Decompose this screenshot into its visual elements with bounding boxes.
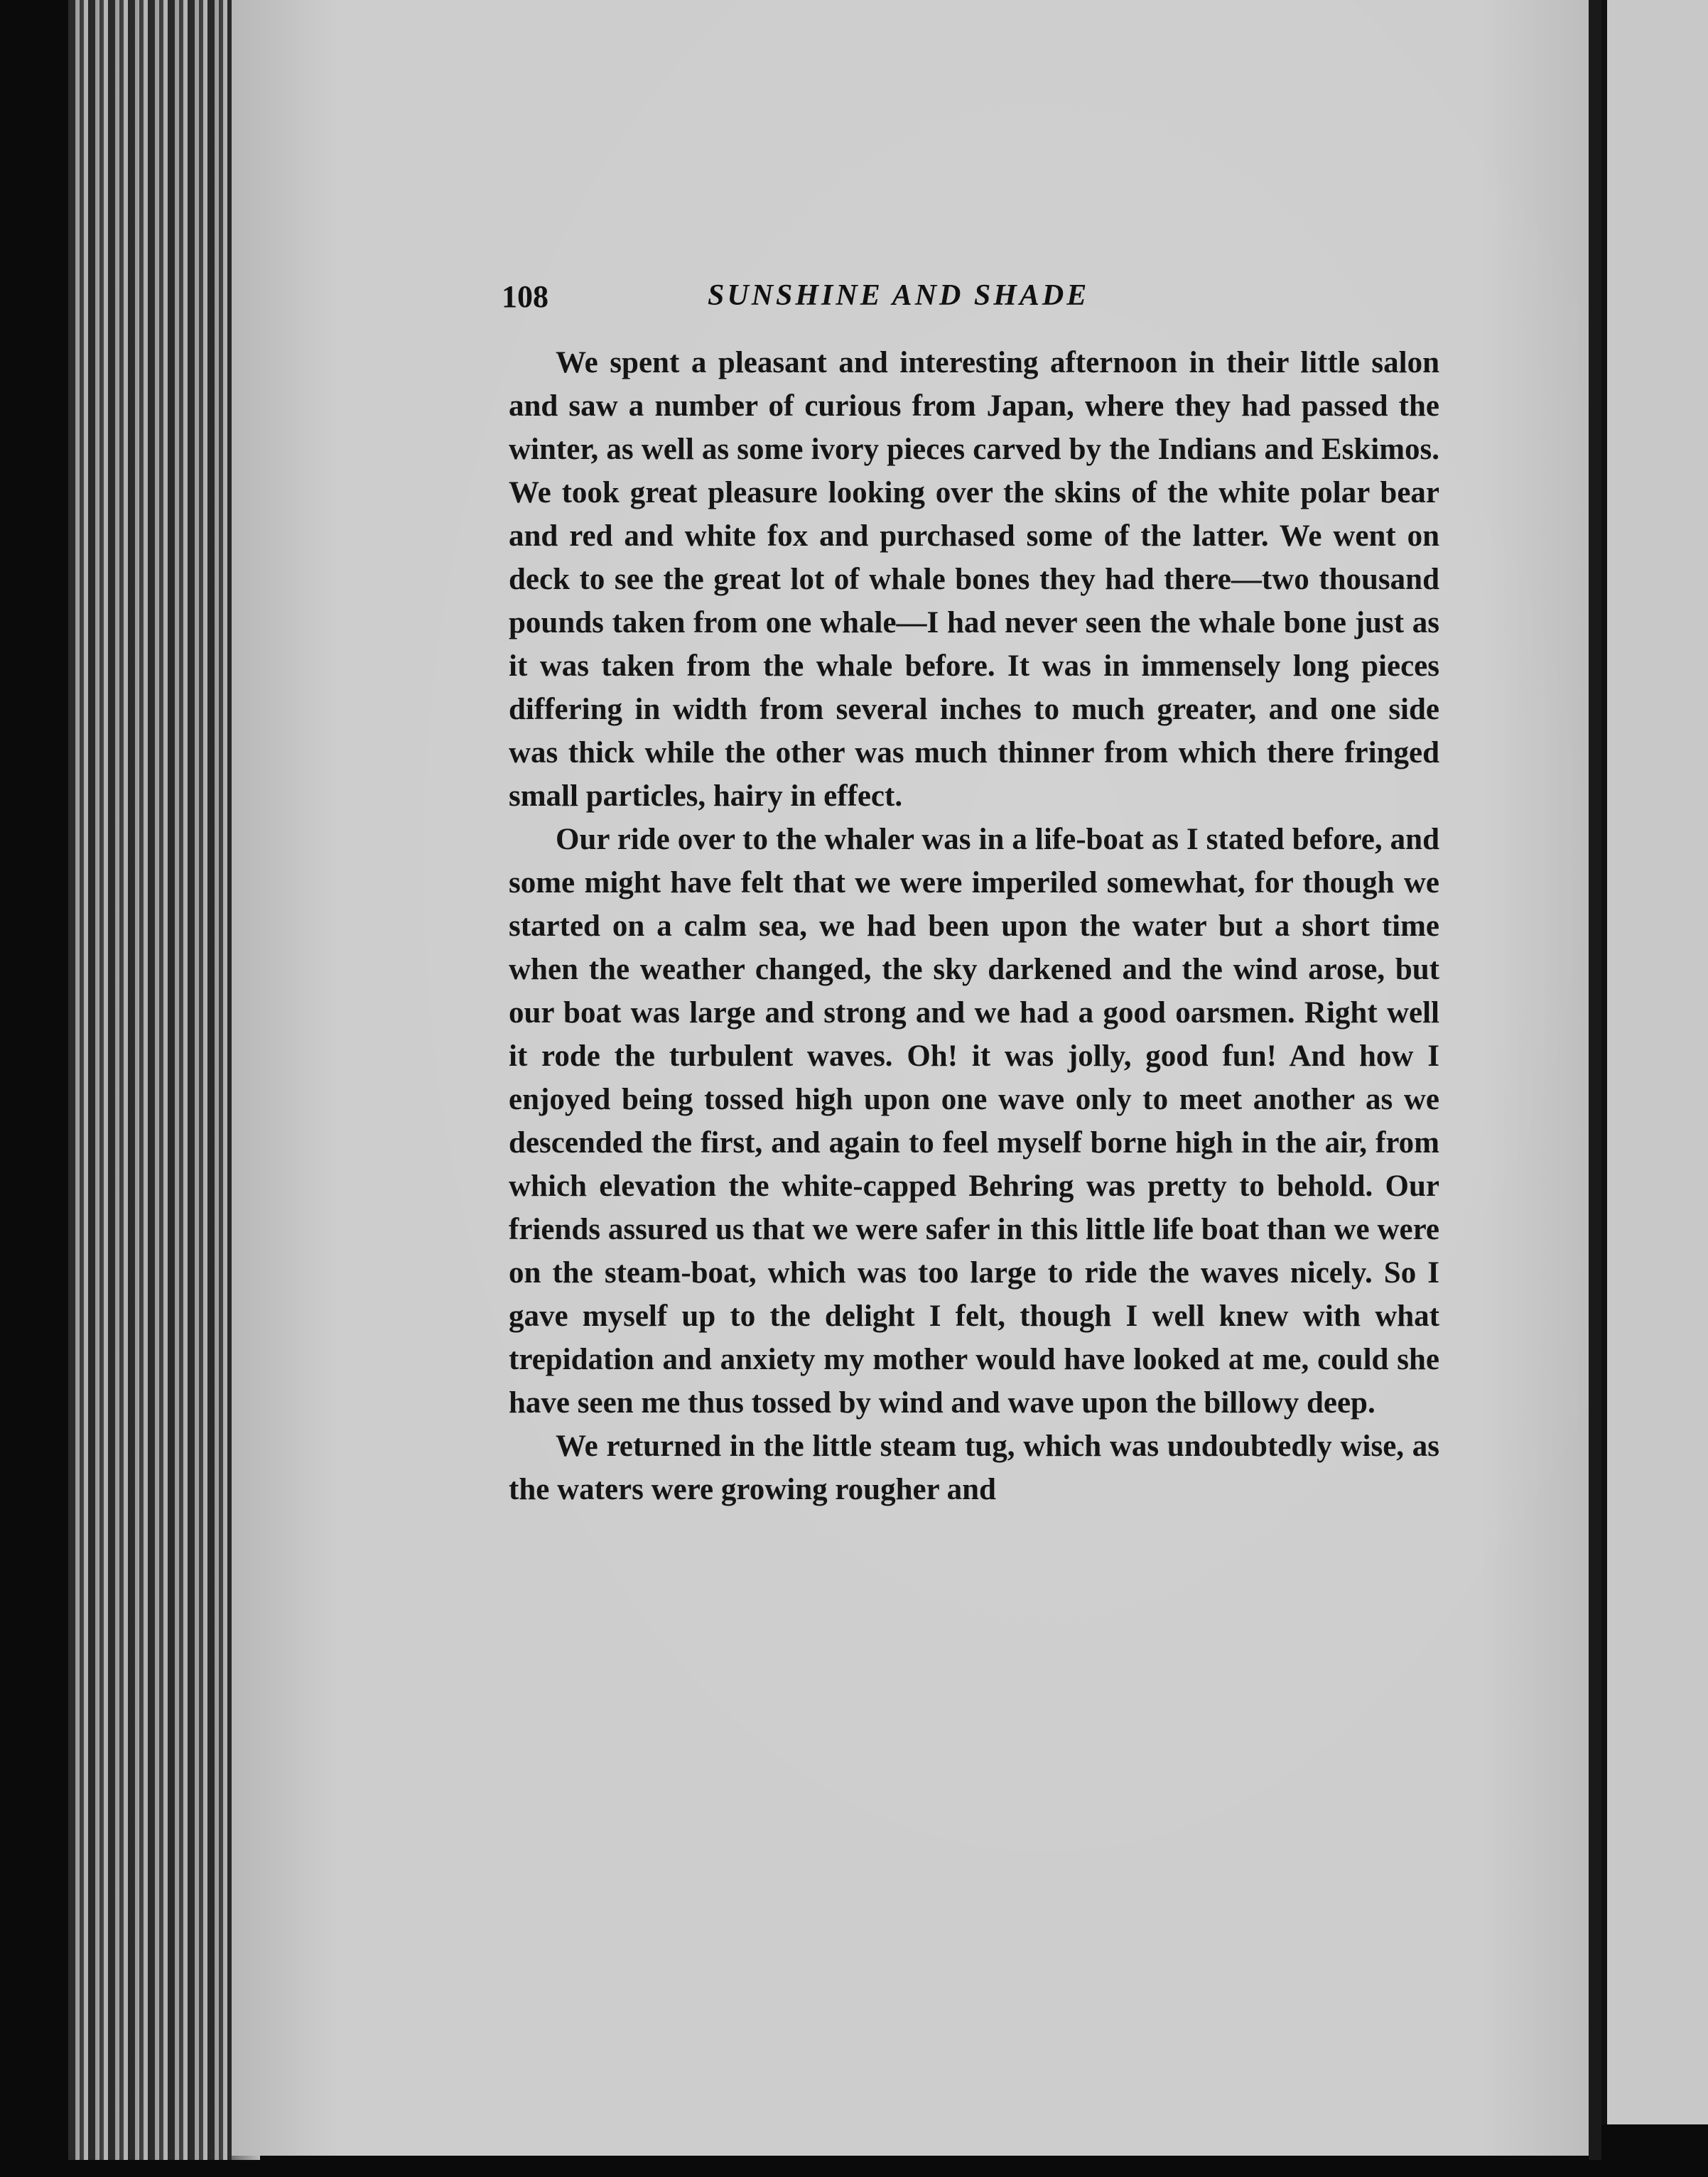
paragraph: Our ride over to the whaler was in a life-boat as I stated before, and some might have felt that we were imperiled somewhat, for though we started on a calm sea, we had been upon the water but a short time when the weather changed, the sky darkened and the wind arose, but our boat was large and strong and we had a good oarsmen. Right well it rode the turbulent waves. Oh! it was jolly, good fun! And how I enjoyed being tossed high upon one wave only to meet another as we descended the first, and again to feel myself borne high in the air, from which elevation the white-capped Behring was pretty to behold. Our friends assured us that we were safer in this little life boat than we were on the steam-boat, which was too large to ride the waves nicely. So I gave myself up to the delight I felt, though I well knew with what trepidation and anxiety my mother would have looked at me, could she have seen me thus tossed by wind and wave upon the billowy deep. xyxy=(509,823,1439,1420)
paragraph: We returned in the little steam tug, which was undoubtedly wise, as the waters were growing rougher and xyxy=(509,1430,1439,1506)
page-gutter xyxy=(1589,0,1601,2160)
page-number: 108 xyxy=(502,279,548,314)
running-title: SUNSHINE AND SHADE xyxy=(708,279,1090,312)
page-header xyxy=(502,279,1461,321)
adjacent-page-edge xyxy=(1601,0,1708,2124)
body-text xyxy=(509,341,1439,1511)
paragraph: We spent a pleasant and interesting afternoon in their little salon and saw a number of curious from Japan, where they had passed the winter, as well as some ivory pieces carved by the Indians and Eskimos. We took great pleasure looking over the skins of the white polar bear and red and white fox and purchased some of the latter. We went on deck to see the great lot of whale bones they had there—two thousand pounds taken from one whale—I had never seen the whale bone just as it was taken from the whale before. It was in immensely long pieces differing in width from several inches to much greater, and one side was thick while the other was much thinner from which there fringed small particles, hairy in effect. xyxy=(509,346,1439,813)
